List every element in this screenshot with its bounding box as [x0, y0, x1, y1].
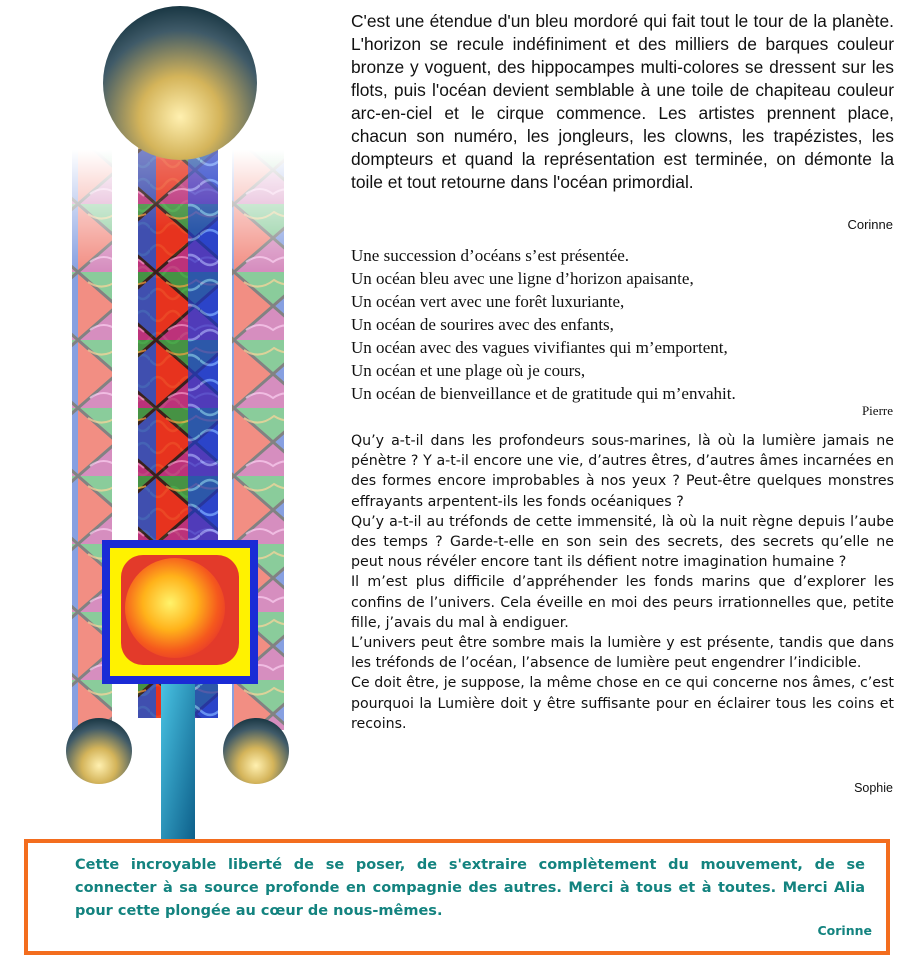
essay-paragraph: Qu’y a-t-il au tréfonds de cette immensité, là où la nuit règne depuis l’aube des temps ? Garde-t-elle en son sein des secrets, des secrets qu’elle ne peut nous révéler encore tant ils défient notre imagination humaine ?	[351, 513, 894, 571]
testimonial-box	[24, 839, 890, 955]
signature-pierre: Pierre	[861, 403, 893, 418]
essay-paragraph: Ce doit être, je suppose, la même chose en ce qui concerne nos âmes, c’est pourquoi la Lumière doit y être suffisante pour en éclairer tous les coins et recoins.	[351, 675, 894, 732]
testimonial-signature: Corinne	[817, 923, 872, 938]
passage-corinne	[351, 10, 894, 194]
sphere-top-icon	[103, 6, 257, 160]
signature-sophie: Sophie	[854, 781, 893, 795]
essay-paragraph: Qu’y a-t-il dans les profondeurs sous-marines, là où la lumière jamais ne pénètre ? Y a-t-il encore une vie, d’autres êtres, d’autres âmes incarnées en des formes encore improbables à nos yeux ? Peut-être quelques monstres effrayants arpentent-ils les fonds océaniques ?	[351, 433, 894, 510]
essay-sophie	[351, 431, 894, 734]
poem-line: Un océan de bienveillance et de gratitude qui m’envahit.	[351, 384, 736, 403]
testimonial-text: Cette incroyable liberté de se poser, de s'extraire complètement du mouvement, de se connecter à sa source profonde en compagnie des autres. Merci à tous et à toutes. Merci Alia pour cette plongée au cœur de nous-mêmes.	[75, 857, 865, 919]
pedestal	[161, 672, 195, 840]
poem-line: Une succession d’océans s’est présentée.	[351, 246, 630, 265]
glowing-square-icon	[102, 540, 258, 684]
poem-line: Un océan avec des vagues vivifiantes qui m’emportent,	[351, 338, 728, 357]
essay-paragraph: L’univers peut être sombre mais la lumière y est présente, tandis que dans les tréfonds de l’océan, l’absence de lumière peut engendrer l’indicible.	[351, 635, 894, 672]
poem-line: Un océan bleu avec une ligne d’horizon apaisante,	[351, 269, 694, 288]
poem-pierre	[351, 244, 894, 405]
poem-line: Un océan vert avec une forêt luxuriante,	[351, 292, 625, 311]
poem-line: Un océan et une plage où je cours,	[351, 361, 586, 380]
signature-corinne: Corinne	[847, 217, 893, 232]
sphere-right-icon	[223, 718, 289, 784]
essay-paragraph: Il m’est plus difficile d’appréhender les fonds marins que d’explorer les confins de l’univers. Cela éveille en moi des peurs irrationnelles que, petite fille, j’avais du mal à endiguer.	[351, 574, 894, 631]
sphere-left-icon	[66, 718, 132, 784]
poem-line: Un océan de sourires avec des enfants,	[351, 315, 614, 334]
totem-illustration	[0, 0, 330, 840]
passage-corinne-text: C'est une étendue d'un bleu mordoré qui fait tout le tour de la planète. L'horizon se recule indéfiniment et des milliers de barques couleur bronze y voguent, des hippocampes multi-colores se dressent sur les flots, puis l'océan devient semblable à une toile de chapiteau couleur arc-en-ciel et le cirque commence. Les artistes prennent place, chacun son numéro, les jongleurs, les clowns, les trapézistes, les dompteurs et quand la représentation est terminée, on démonte la toile et tout retourne dans l'océan primordial.	[351, 11, 894, 192]
